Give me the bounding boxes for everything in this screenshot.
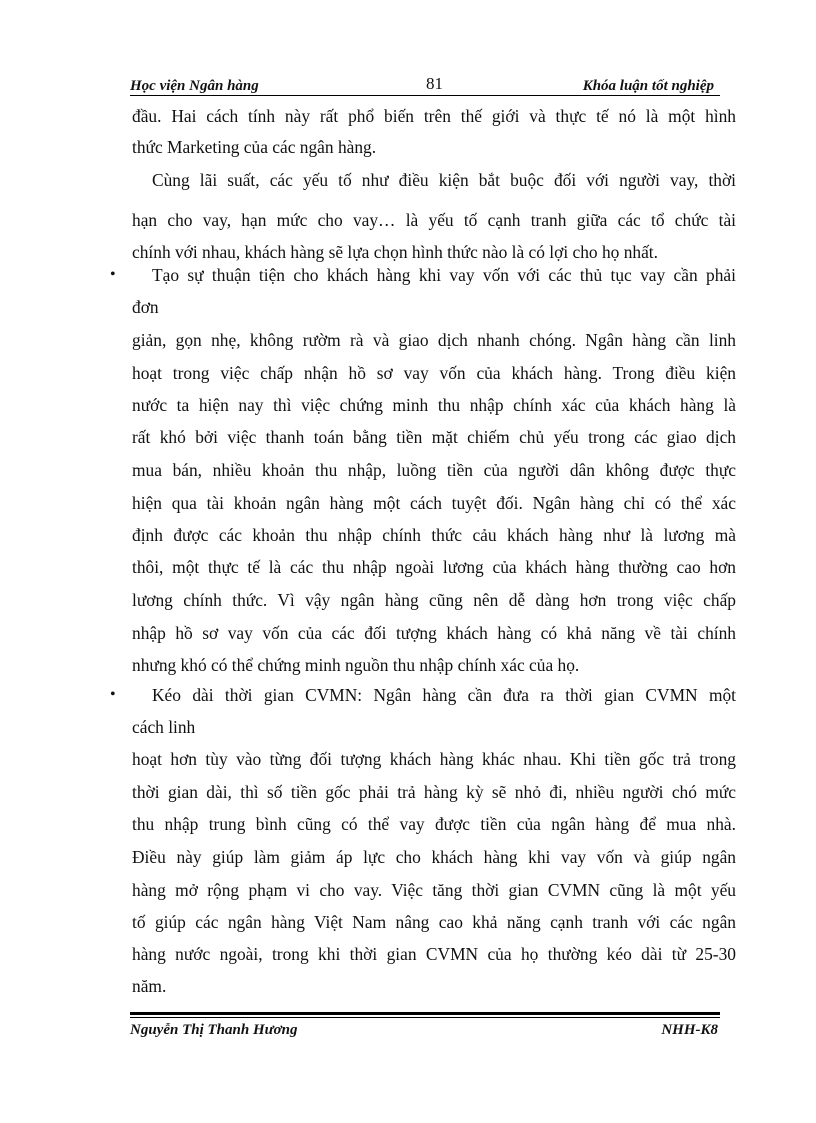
text-line: mua bán, nhiều khoản thu nhập, luồng tiền của người dân không được thực: [132, 460, 736, 480]
text-line: hàng mở rộng phạm vi cho vay. Việc tăng thời gian CVMN cũng là một yếu: [132, 880, 736, 900]
text-line: cách linh: [132, 717, 196, 737]
text-line: hoạt hơn tùy vào từng đối tượng khách hàng khác nhau. Khi tiền gốc trả trong: [132, 749, 736, 769]
footer-class-code: NHH-K8: [661, 1022, 718, 1038]
text-line: thu nhập trung bình cũng có thể vay được tiền của ngân hàng để mua nhà.: [132, 814, 736, 834]
text-line: chính với nhau, khách hàng sẽ lựa chọn hình thức nào là có lợi cho họ nhất.: [132, 242, 658, 262]
text-line: Cùng lãi suất, các yếu tố như điều kiện bắt buộc đối với người vay, thời: [152, 170, 736, 190]
text-line: năm.: [132, 976, 167, 996]
bullet-1: •: [110, 266, 116, 283]
text-line: thời gian dài, thì số tiền gốc phải trả hàng kỳ sẽ nhỏ đi, nhiều người chó mức: [132, 782, 736, 802]
text-line: Tạo sự thuận tiện cho khách hàng khi vay vốn với các thủ tục vay cần phải: [152, 265, 736, 285]
footer-divider-thick: [130, 1012, 720, 1015]
text-line: lương chính thức. Vì vậy ngân hàng cũng nên dễ dàng hơn trong việc chấp: [132, 590, 736, 610]
text-line: Kéo dài thời gian CVMN: Ngân hàng cần đưa ra thời gian CVMN một: [152, 685, 736, 705]
text-line: nhập hồ sơ vay vốn của các đối tượng khách hàng có khả năng về tài chính: [132, 623, 736, 643]
text-line: hàng nước ngoài, trong khi thời gian CVMN của họ thường kéo dài từ 25-30: [132, 944, 736, 964]
bullet-2: •: [110, 686, 116, 703]
text-line: hoạt trong việc chấp nhận hồ sơ vay vốn của khách hàng. Trong điều kiện: [132, 363, 736, 383]
header-institution: Học viện Ngân hàng: [130, 78, 259, 94]
header-divider: [130, 95, 720, 96]
text-line: đơn: [132, 297, 159, 317]
footer-author: Nguyễn Thị Thanh Hương: [130, 1022, 298, 1038]
text-line: nước ta hiện nay thì việc chứng minh thu nhập chính xác của khách hàng là: [132, 395, 736, 415]
header-document-type: Khóa luận tốt nghiệp: [582, 78, 714, 94]
text-line: rất khó bởi việc thanh toán bằng tiền mặt chiếm chủ yếu trong các giao dịch: [132, 427, 736, 447]
text-line: hiện qua tài khoản ngân hàng một cách tuyệt đối. Ngân hàng chỉ có thể xác: [132, 493, 736, 513]
page-footer: [130, 1022, 720, 1044]
text-line: định được các khoản thu nhập chính thức cảu khách hàng như là lương mà: [132, 525, 736, 545]
text-line: nhưng khó có thể chứng minh nguồn thu nhập chính xác của họ.: [132, 655, 580, 675]
text-line: thôi, một thực tế là các thu nhập ngoài lương của khách hàng thường cao hơn: [132, 557, 736, 577]
footer-divider-thin: [130, 1017, 720, 1018]
text-line: tố giúp các ngân hàng Việt Nam nâng cao khả năng cạnh tranh với các ngân: [132, 912, 736, 932]
text-line: hạn cho vay, hạn mức cho vay… là yếu tố cạnh tranh giữa các tổ chức tài: [132, 210, 736, 230]
text-line: đầu. Hai cách tính này rất phổ biến trên thế giới và thực tế nó là một hình: [132, 106, 736, 126]
page-number: 81: [426, 74, 443, 93]
text-line: Điều này giúp làm giảm áp lực cho khách hàng khi vay vốn và giúp ngân: [132, 847, 736, 867]
text-line: giản, gọn nhẹ, không rườm rà và giao dịch nhanh chóng. Ngân hàng cần linh: [132, 330, 736, 350]
text-line: thức Marketing của các ngân hàng.: [132, 137, 377, 157]
